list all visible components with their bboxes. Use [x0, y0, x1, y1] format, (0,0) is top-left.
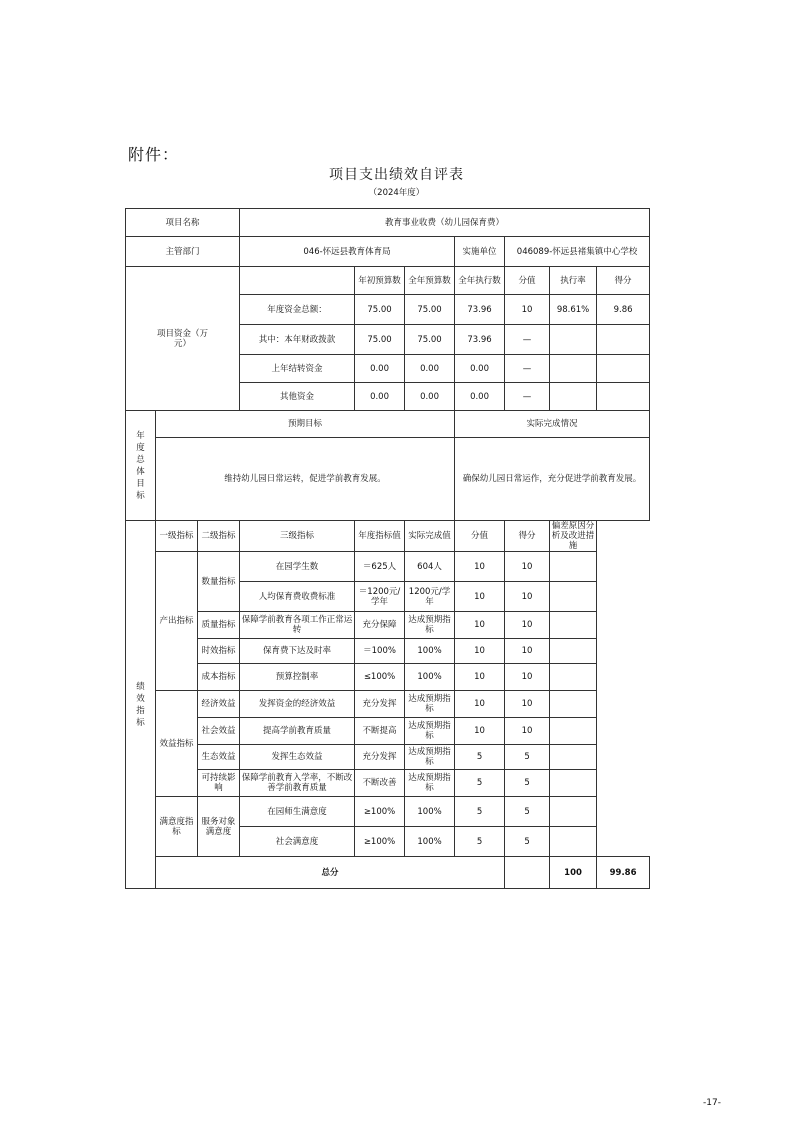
target-value: ≤100% — [355, 664, 405, 691]
weight-value: 5 — [455, 770, 505, 797]
level3-indicator: 在园学生数 — [240, 552, 355, 582]
deviation-value — [550, 770, 597, 797]
actual-value: 100% — [405, 797, 455, 827]
weight-value: 5 — [455, 797, 505, 827]
deviation-value — [550, 718, 597, 745]
level2-eco: 生态效益 — [198, 745, 240, 770]
project-name-value: 教育事业收费（幼儿园保育费） — [240, 209, 650, 237]
funds-label — [126, 267, 240, 411]
level2-social: 社会效益 — [198, 718, 240, 745]
target-value: 充分发挥 — [355, 745, 405, 770]
target-value: ＝1200元/学年 — [355, 582, 405, 612]
weight-value: 10 — [455, 612, 505, 639]
indicator-row — [126, 612, 650, 639]
score-value: 10 — [505, 718, 550, 745]
page-title: 项目支出绩效自评表 — [329, 167, 464, 183]
expected-goal-text: 维持幼儿园日常运转，促进学前教育发展。 — [156, 438, 455, 521]
funds-col-initial: 年初预算数 — [355, 267, 405, 295]
level1-output: 产出指标 — [156, 552, 198, 691]
deviation-value — [550, 797, 597, 827]
funds-score: 9.86 — [597, 295, 650, 325]
score-value: 10 — [505, 552, 550, 582]
actual-value: 达成预期指标 — [405, 612, 455, 639]
level1-satisfaction: 满意度指标 — [156, 797, 198, 857]
project-name-row — [126, 209, 650, 237]
indicator-row — [126, 552, 650, 582]
actual-value: 100% — [405, 664, 455, 691]
actual-value: 100% — [405, 639, 455, 664]
weight-value: 5 — [455, 745, 505, 770]
level2-economic: 经济效益 — [198, 691, 240, 718]
col-target: 年度指标值 — [355, 521, 405, 552]
funds-initial: 75.00 — [355, 295, 405, 325]
level2-time: 时效指标 — [198, 639, 240, 664]
funds-initial: 0.00 — [355, 355, 405, 383]
impl-unit-value: 046089-怀远县褚集镇中心学校 — [505, 237, 650, 267]
funds-initial: 75.00 — [355, 325, 405, 355]
indicators-header-row — [126, 521, 650, 552]
funds-col-executed: 全年执行数 — [455, 267, 505, 295]
deviation-value — [550, 639, 597, 664]
col-weight: 分值 — [455, 521, 505, 552]
indicator-row — [126, 639, 650, 664]
attachment-label: 附件： — [128, 145, 180, 164]
actual-value: 达成预期指标 — [405, 745, 455, 770]
evaluation-table — [125, 208, 650, 889]
weight-value: 10 — [455, 664, 505, 691]
indicators-label — [126, 521, 156, 889]
funds-row-label: 其他资金 — [240, 383, 355, 411]
score-value: 10 — [505, 691, 550, 718]
target-value: ≥100% — [355, 797, 405, 827]
funds-col-rate: 执行率 — [550, 267, 597, 295]
deviation-value — [550, 552, 597, 582]
funds-score — [597, 325, 650, 355]
funds-annual: 0.00 — [405, 383, 455, 411]
goals-content-row — [126, 438, 650, 521]
target-value: 充分保障 — [355, 612, 405, 639]
deviation-value — [550, 582, 597, 612]
score-value: 10 — [505, 639, 550, 664]
goals-label-text: 年度总体目标 — [136, 430, 145, 501]
funds-annual: 0.00 — [405, 355, 455, 383]
total-row — [126, 857, 650, 889]
total-weight: 100 — [550, 857, 597, 889]
indicator-row — [126, 745, 650, 770]
level2-quantity: 数量指标 — [198, 552, 240, 612]
level2-quality: 质量指标 — [198, 612, 240, 639]
funds-header-blank — [240, 267, 355, 295]
col-actual: 实际完成值 — [405, 521, 455, 552]
level2-service: 服务对象满意度 — [198, 797, 240, 857]
score-value: 10 — [505, 582, 550, 612]
page-number: -17- — [703, 1098, 721, 1108]
funds-rate — [550, 325, 597, 355]
funds-weight: 10 — [505, 295, 550, 325]
funds-rate: 98.61% — [550, 295, 597, 325]
score-value: 5 — [505, 745, 550, 770]
funds-rate — [550, 383, 597, 411]
funds-row-label: 上年结转资金 — [240, 355, 355, 383]
col-score: 得分 — [505, 521, 550, 552]
weight-value: 10 — [455, 639, 505, 664]
impl-unit-label: 实施单位 — [455, 237, 505, 267]
funds-row-label: 其中：本年财政拨款 — [240, 325, 355, 355]
year-note: （2024年度） — [368, 188, 425, 198]
target-value: ＝100% — [355, 639, 405, 664]
funds-executed: 0.00 — [455, 355, 505, 383]
goals-label — [126, 411, 156, 521]
level3-indicator: 发挥资金的经济效益 — [240, 691, 355, 718]
score-value: 10 — [505, 664, 550, 691]
indicator-row — [126, 691, 650, 718]
level3-indicator: 保障学前教育入学率，不断改善学前教育质量 — [240, 770, 355, 797]
level3-indicator: 保育费下达及时率 — [240, 639, 355, 664]
expected-goal-header: 预期目标 — [156, 411, 455, 438]
actual-value: 达成预期指标 — [405, 691, 455, 718]
dept-value: 046-怀远县教育体育局 — [240, 237, 455, 267]
score-value: 5 — [505, 797, 550, 827]
funds-header-row — [126, 267, 650, 295]
funds-col-weight: 分值 — [505, 267, 550, 295]
score-value: 10 — [505, 612, 550, 639]
actual-value: 604人 — [405, 552, 455, 582]
target-value: 不断提高 — [355, 718, 405, 745]
actual-value: 达成预期指标 — [405, 718, 455, 745]
project-name-label: 项目名称 — [126, 209, 240, 237]
weight-value: 10 — [455, 691, 505, 718]
level3-indicator: 人均保育费收费标准 — [240, 582, 355, 612]
col-level1: 一级指标 — [156, 521, 198, 552]
weight-value: 5 — [455, 827, 505, 857]
actual-value: 100% — [405, 827, 455, 857]
deviation-value — [550, 691, 597, 718]
funds-label-text: 项目资金（万元） — [157, 328, 209, 349]
funds-executed: 0.00 — [455, 383, 505, 411]
weight-value: 10 — [455, 582, 505, 612]
deviation-value — [550, 827, 597, 857]
level3-indicator: 预算控制率 — [240, 664, 355, 691]
funds-col-score: 得分 — [597, 267, 650, 295]
funds-rate — [550, 355, 597, 383]
funds-executed: 73.96 — [455, 325, 505, 355]
deviation-value — [550, 612, 597, 639]
total-label: 总分 — [156, 857, 505, 889]
goals-header-row — [126, 411, 650, 438]
level3-indicator: 保障学前教育各项工作正常运转 — [240, 612, 355, 639]
funds-score — [597, 355, 650, 383]
level3-indicator: 社会满意度 — [240, 827, 355, 857]
dept-label: 主管部门 — [126, 237, 240, 267]
score-value: 5 — [505, 827, 550, 857]
target-value: ≥100% — [355, 827, 405, 857]
level1-benefit: 效益指标 — [156, 691, 198, 797]
target-value: 充分发挥 — [355, 691, 405, 718]
funds-weight: — — [505, 325, 550, 355]
funds-annual: 75.00 — [405, 325, 455, 355]
indicator-row — [126, 664, 650, 691]
level3-indicator: 发挥生态效益 — [240, 745, 355, 770]
actual-value: 1200元/学年 — [405, 582, 455, 612]
score-value: 5 — [505, 770, 550, 797]
deviation-value — [550, 664, 597, 691]
level3-indicator: 提高学前教育质量 — [240, 718, 355, 745]
level2-cost: 成本指标 — [198, 664, 240, 691]
weight-value: 10 — [455, 718, 505, 745]
level3-indicator: 在园师生满意度 — [240, 797, 355, 827]
actual-value: 达成预期指标 — [405, 770, 455, 797]
funds-row-label: 年度资金总额： — [240, 295, 355, 325]
deviation-value — [550, 745, 597, 770]
funds-weight: — — [505, 383, 550, 411]
department-row — [126, 237, 650, 267]
indicator-row — [126, 718, 650, 745]
total-blank — [505, 857, 550, 889]
weight-value: 10 — [455, 552, 505, 582]
funds-weight: — — [505, 355, 550, 383]
funds-col-annual: 全年预算数 — [405, 267, 455, 295]
indicator-row — [126, 770, 650, 797]
col-deviation: 偏差原因分析及改进措施 — [550, 521, 597, 552]
funds-initial: 0.00 — [355, 383, 405, 411]
total-score: 99.86 — [597, 857, 650, 889]
indicator-row — [126, 797, 650, 827]
target-value: 不断改善 — [355, 770, 405, 797]
indicators-label-text: 绩效指标 — [136, 681, 145, 728]
col-level2: 二级指标 — [198, 521, 240, 552]
funds-annual: 75.00 — [405, 295, 455, 325]
actual-goal-text: 确保幼儿园日常运作，充分促进学前教育发展。 — [455, 438, 650, 521]
funds-score — [597, 383, 650, 411]
col-level3: 三级指标 — [240, 521, 355, 552]
funds-executed: 73.96 — [455, 295, 505, 325]
level2-sustainable: 可持续影响 — [198, 770, 240, 797]
target-value: ＝625人 — [355, 552, 405, 582]
actual-goal-header: 实际完成情况 — [455, 411, 650, 438]
